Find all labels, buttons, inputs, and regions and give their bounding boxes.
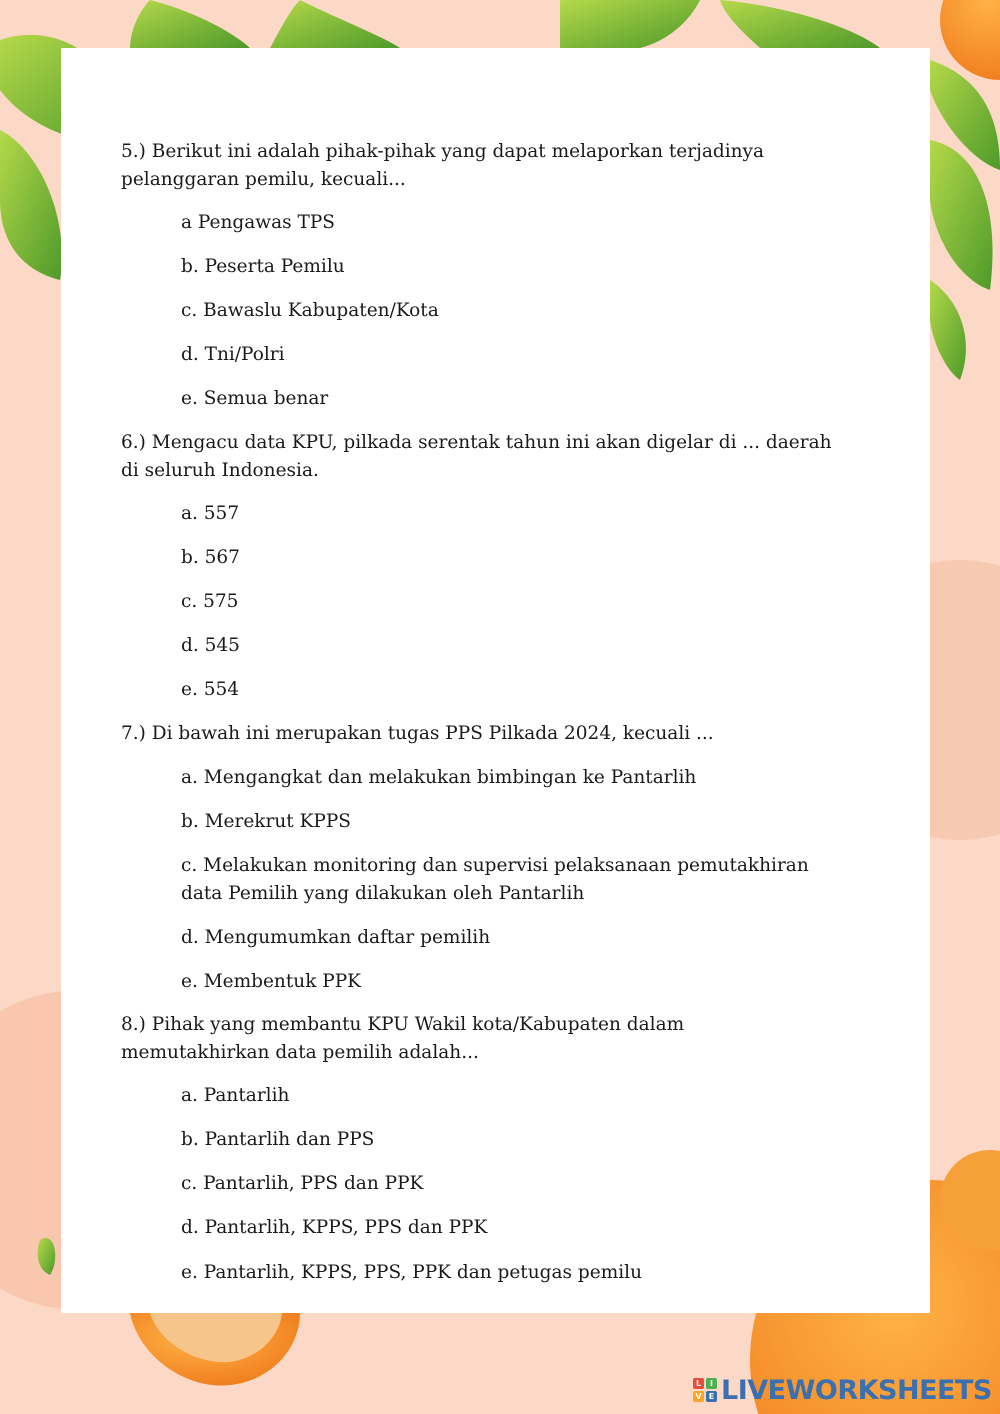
logo-letter-i: I bbox=[706, 1378, 717, 1389]
leaf-icon bbox=[720, 0, 880, 48]
orange-fruit-icon bbox=[940, 0, 1000, 80]
option-6b: b. 567 bbox=[181, 547, 240, 568]
option-8a: a. Pantarlih bbox=[181, 1085, 290, 1106]
option-8b: b. Pantarlih dan PPS bbox=[181, 1129, 375, 1150]
option-7a: a. Mengangkat dan melakukan bimbingan ke Pantarlih bbox=[181, 767, 697, 788]
option-8c: c. Pantarlih, PPS dan PPK bbox=[181, 1173, 424, 1194]
option-7e: e. Membentuk PPK bbox=[181, 971, 362, 992]
leaf-icon bbox=[0, 130, 62, 280]
liveworksheets-logo-icon bbox=[693, 1378, 717, 1402]
option-6c: c. 575 bbox=[181, 591, 239, 612]
leaf-icon bbox=[930, 140, 993, 290]
logo-letter-e: E bbox=[706, 1391, 717, 1402]
option-6e: e. 554 bbox=[181, 679, 240, 700]
question-6: 6.) Mengacu data KPU, pilkada serentak tahun ini akan digelar di ... daerah di seluruh Indonesia. bbox=[121, 432, 832, 481]
option-5c: c. Bawaslu Kabupaten/Kota bbox=[181, 300, 439, 321]
option-7d: d. Mengumumkan daftar pemilih bbox=[181, 927, 491, 948]
option-5a: a Pengawas TPS bbox=[181, 212, 335, 233]
question-8: 8.) Pihak yang membantu KPU Wakil kota/Kabupaten dalam memutakhirkan data pemilih adalah... bbox=[121, 1014, 685, 1063]
option-8e: e. Pantarlih, KPPS, PPS, PPK dan petugas pemilu bbox=[181, 1262, 642, 1283]
option-7c: c. Melakukan monitoring dan supervisi pelaksanaan pemutakhiran data Pemilih yang dilakukan oleh Pantarlih bbox=[181, 855, 809, 904]
logo-letter-l: L bbox=[693, 1378, 704, 1389]
option-7b: b. Merekrut KPPS bbox=[181, 811, 351, 832]
question-7: 7.) Di bawah ini merupakan tugas PPS Pilkada 2024, kecuali ... bbox=[121, 723, 714, 744]
question-5: 5.) Berikut ini adalah pihak-pihak yang dapat melaporkan terjadinya pelanggaran pemilu, kecuali... bbox=[121, 141, 765, 190]
leaf-icon bbox=[130, 0, 250, 48]
brand-name: LIVEWORKSHEETS bbox=[721, 1374, 992, 1406]
option-8d: d. Pantarlih, KPPS, PPS dan PPK bbox=[181, 1217, 488, 1238]
option-5d: d. Tni/Polri bbox=[181, 344, 285, 365]
option-5b: b. Peserta Pemilu bbox=[181, 256, 345, 277]
liveworksheets-logo[interactable] bbox=[693, 1372, 992, 1408]
option-5e: e. Semua benar bbox=[181, 388, 329, 409]
option-6a: a. 557 bbox=[181, 503, 240, 524]
leaf-icon bbox=[930, 280, 966, 380]
logo-letter-v: V bbox=[693, 1391, 704, 1402]
leaf-icon bbox=[560, 0, 700, 48]
leaf-icon bbox=[270, 0, 400, 48]
option-6d: d. 545 bbox=[181, 635, 240, 656]
